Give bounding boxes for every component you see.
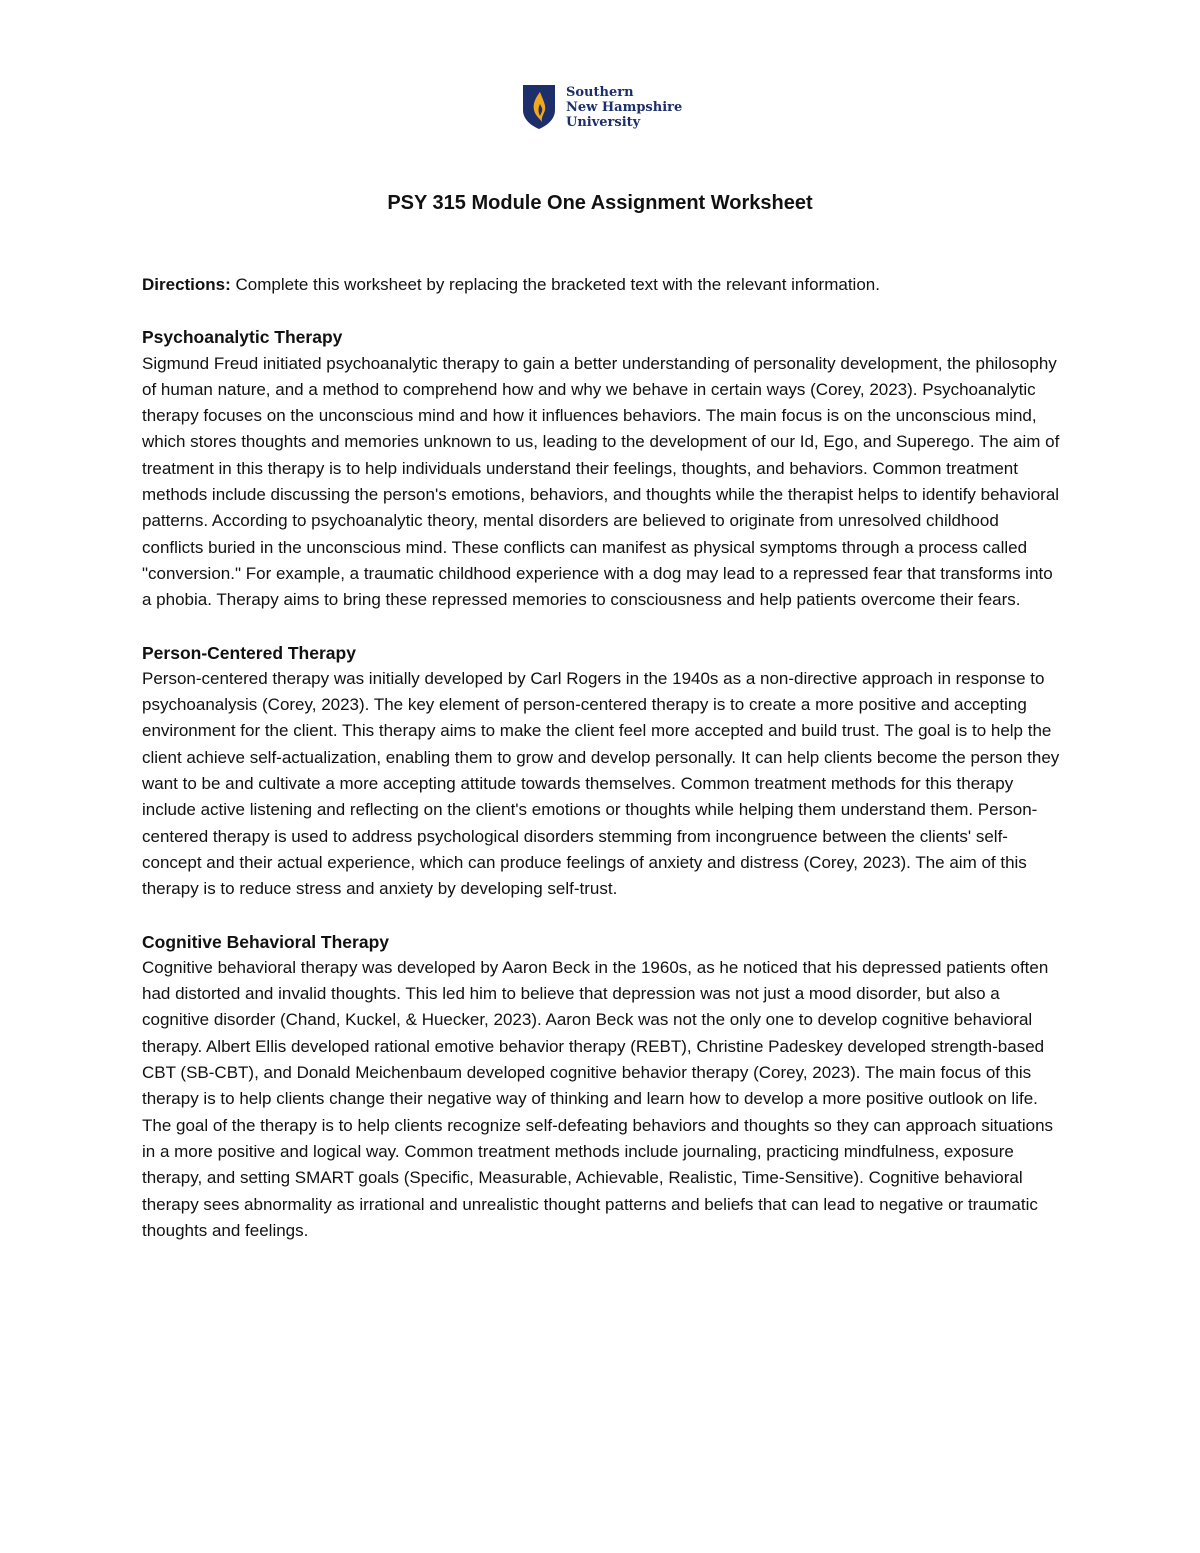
- section-heading: Psychoanalytic Therapy: [142, 327, 343, 348]
- logo-line-2: New Hampshire: [566, 99, 683, 115]
- section-psychoanalytic: [142, 324, 1062, 613]
- logo-wordmark: [566, 85, 682, 130]
- university-logo: [522, 84, 682, 130]
- logo-line-3: University: [566, 114, 641, 130]
- directions-label: Directions:: [142, 275, 231, 294]
- section-body: Cognitive behavioral therapy was developed by Aaron Beck in the 1960s, as he noticed that his depressed patients often had distorted and invalid thoughts. This led him to believe that depression was not just a mood disorder, but also a cognitive disorder (Chand, Kuckel, & Huecker, 2023). Aaron Beck was not the only one to develop cognitive behavioral therapy. Albert Ellis developed rational emotive behavior therapy (REBT), Christine Padeskey developed strength-based CBT (SB-CBT), and Donald Meichenbaum developed cognitive behavior therapy (Corey, 2023). The main focus of this therapy is to help clients change their negative way of thinking and learn how to develop a more positive outlook on life. The goal of the therapy is to help clients recognize self-defeating behaviors and thoughts so they can approach situations in a more positive and logical way. Common treatment methods include journaling, practicing mindfulness, exposure therapy, and setting SMART goals (Specific, Measurable, Achievable, Realistic, Time-Sensitive). Cognitive behavioral therapy sees abnormality as irrational and unrealistic thought patterns and beliefs that can lead to negative or traumatic thoughts and feelings.: [142, 957, 1054, 1240]
- section-body: Sigmund Freud initiated psychoanalytic therapy to gain a better understanding of personality development, the philosophy of human nature, and a method to comprehend how and why we behave in certain ways (Corey, 2023). Psychoanalytic therapy focuses on the unconscious mind and how it influences behaviors. The main focus is on the unconscious mind, which stores thoughts and memories unknown to us, leading to the development of our Id, Ego, and Superego. The aim of treatment in this therapy is to help individuals understand their feelings, thoughts, and behaviors. Common treatment methods include discussing the person's emotions, behaviors, and thoughts while the therapist helps to identify behavioral patterns. According to psychoanalytic theory, mental disorders are believed to originate from unresolved childhood conflicts buried in the unconscious mind. These conflicts can manifest as physical symptoms through a process called "conversion." For example, a traumatic childhood experience with a dog may lead to a repressed fear that transforms into a phobia. Therapy aims to bring these repressed memories to consciousness and help patients overcome their fears.: [142, 353, 1060, 610]
- directions: [142, 272, 1062, 298]
- section-person-centered: [142, 640, 1062, 903]
- shield-flame-icon: [522, 84, 556, 130]
- section-body: Person-centered therapy was initially developed by Carl Rogers in the 1940s as a non-directive approach in response to psychoanalysis (Corey, 2023). The key element of person-centered therapy is to create a more positive and accepting environment for the client. This therapy aims to make the client feel more accepted and build trust. The goal is to help the client achieve self-actualization, enabling them to grow and develop personally. It can help clients become the person they want to be and cultivate a more accepting attitude towards themselves. Common treatment methods for this therapy include active listening and reflecting on the client's emotions or thoughts while helping them understand them. Person-centered therapy is used to address psychological disorders stemming from incongruence between the clients' self-concept and their actual experience, which can produce feelings of anxiety and distress (Corey, 2023). The aim of this therapy is to reduce stress and anxiety by developing self-trust.: [142, 668, 1060, 899]
- page-title: PSY 315 Module One Assignment Worksheet: [387, 192, 813, 214]
- directions-text: Complete this worksheet by replacing the bracketed text with the relevant information.: [230, 275, 880, 294]
- section-heading: Cognitive Behavioral Therapy: [142, 931, 390, 952]
- section-cognitive-behavioral: [142, 929, 1062, 1245]
- section-heading: Person-Centered Therapy: [142, 642, 356, 663]
- logo-line-1: Southern: [566, 84, 634, 100]
- document-body: [142, 272, 1062, 1270]
